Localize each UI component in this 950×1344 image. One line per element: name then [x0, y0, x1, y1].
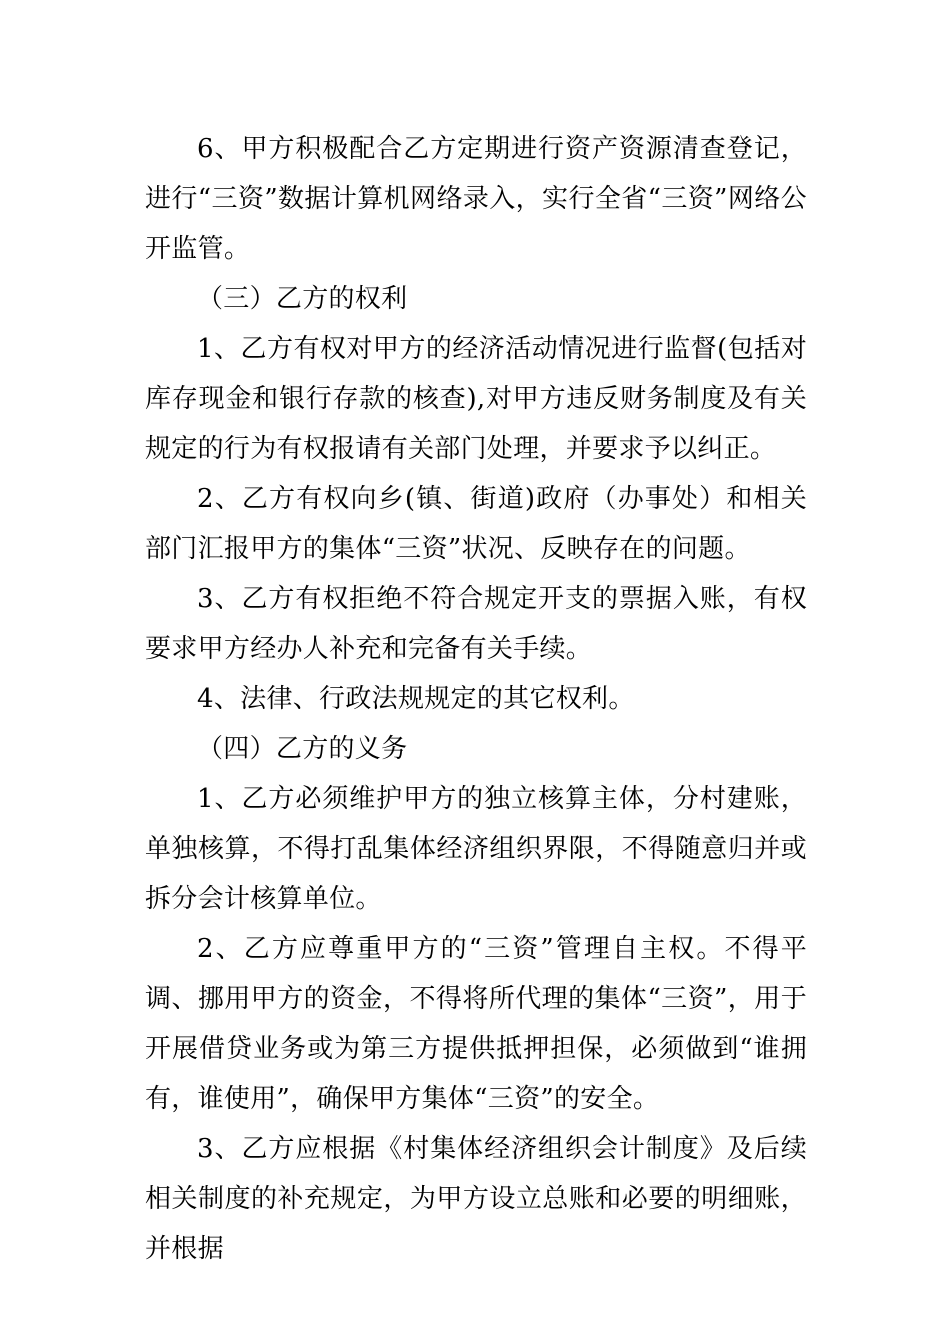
paragraph-right-1: 1、乙方有权对甲方的经济活动情况进行监督(包括对库存现金和银行存款的核查),对甲方违反财务制度及有关规定的行为有权报请有关部门处理，并要求予以纠正。: [145, 334, 807, 464]
paragraph-right-2: 2、乙方有权向乡(镇、街道)政府（办事处）和相关部门汇报甲方的集体“三资”状况、反映存在的问题。: [145, 484, 807, 564]
paragraph-item-6: 6、甲方积极配合乙方定期进行资产资源清查登记，进行“三资”数据计算机网络录入，实行全省“三资”网络公开监管。: [145, 134, 807, 264]
section-heading-party-b-obligations: （四）乙方的义务: [197, 734, 408, 764]
paragraph-obligation-3: 3、乙方应根据《村集体经济组织会计制度》及后续相关制度的补充规定，为甲方设立总账和必要的明细账，并根据: [145, 1134, 807, 1264]
paragraph-right-3: 3、乙方有权拒绝不符合规定开支的票据入账，有权要求甲方经办人补充和完备有关手续。: [145, 584, 807, 664]
paragraph-right-4: 4、法律、行政法规规定的其它权利。: [197, 684, 635, 714]
paragraph-obligation-1: 1、乙方必须维护甲方的独立核算主体，分村建账，单独核算，不得打乱集体经济组织界限，不得随意归并或拆分会计核算单位。: [145, 784, 807, 914]
paragraph-obligation-2: 2、乙方应尊重甲方的“三资”管理自主权。不得平调、挪用甲方的资金，不得将所代理的集体“三资”，用于开展借贷业务或为第三方提供抵押担保，必须做到“谁拥有，谁使用”，确保甲方集体“三资”的安全。: [145, 934, 807, 1114]
document-page: [145, 124, 807, 1274]
section-heading-party-b-rights: （三）乙方的权利: [197, 284, 408, 314]
